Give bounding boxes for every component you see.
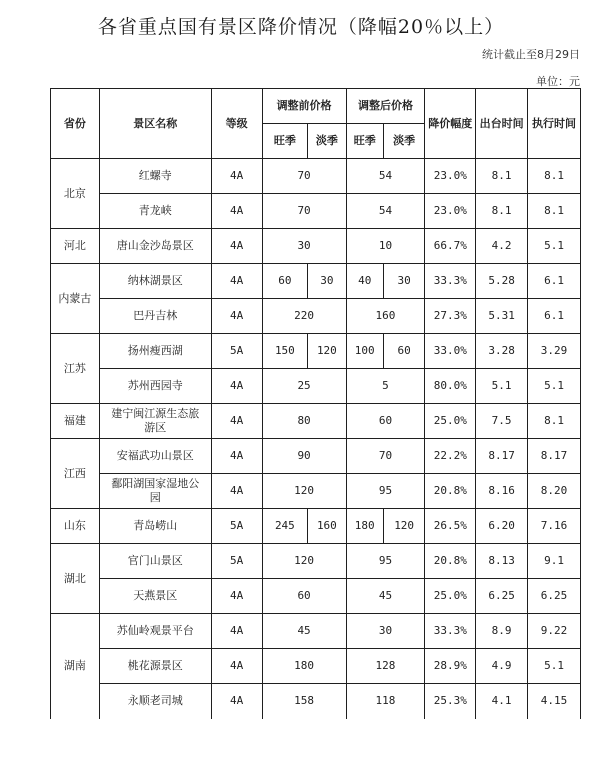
before-price-cell: 220 [262,299,346,334]
drop-cell: 25.0% [425,579,476,614]
grade-cell: 4A [211,369,262,404]
before-price-cell: 70 [262,194,346,229]
table-row [51,159,581,194]
header-province: 省份 [51,89,100,159]
grade-cell: 4A [211,684,262,719]
grade-cell: 4A [211,404,262,439]
table-row [51,369,581,404]
drop-cell: 66.7% [425,229,476,264]
province-cell: 湖北 [51,544,100,614]
province-cell: 山东 [51,509,100,544]
province-cell: 福建 [51,404,100,439]
grade-cell: 5A [211,544,262,579]
effective-cell: 6.1 [528,264,581,299]
issued-cell: 6.25 [476,579,528,614]
issued-cell: 8.1 [476,194,528,229]
before-off-cell: 160 [308,509,346,544]
table-row [51,299,581,334]
drop-cell: 23.0% [425,194,476,229]
grade-cell: 4A [211,299,262,334]
effective-cell: 5.1 [528,369,581,404]
spot-cell [99,404,211,439]
grade-cell: 4A [211,159,262,194]
table-row [51,579,581,614]
effective-cell: 3.29 [528,334,581,369]
unit-label: 单位：元 [536,75,580,88]
spot-cell: 青岛崂山 [99,509,211,544]
before-price-cell: 70 [262,159,346,194]
after-off-cell: 30 [383,264,424,299]
spot-line-2: 园 [149,491,161,504]
effective-cell: 8.1 [528,404,581,439]
issued-cell: 8.13 [476,544,528,579]
after-price-cell: 95 [346,474,425,509]
drop-cell: 20.8% [425,474,476,509]
issued-cell: 5.1 [476,369,528,404]
table-row [51,229,581,264]
drop-cell: 22.2% [425,439,476,474]
before-price-cell: 60 [262,579,346,614]
before-off-cell: 120 [308,334,346,369]
drop-cell: 20.8% [425,544,476,579]
province-cell: 江西 [51,439,100,509]
drop-cell: 27.3% [425,299,476,334]
effective-cell: 9.22 [528,614,581,649]
effective-cell: 6.1 [528,299,581,334]
effective-cell: 9.1 [528,544,581,579]
table-row [51,684,581,719]
price-table [50,88,581,719]
table-row [51,544,581,579]
after-peak-cell: 180 [346,509,383,544]
after-price-cell: 118 [346,684,425,719]
after-off-cell: 120 [383,509,424,544]
after-price-cell: 60 [346,404,425,439]
table-row [51,334,581,369]
page-title: 各省重点国有景区降价情况（降幅20％以上） [97,16,505,38]
province-cell: 江苏 [51,334,100,404]
drop-cell: 80.0% [425,369,476,404]
province-cell: 北京 [51,159,100,229]
before-peak-cell: 150 [262,334,308,369]
effective-cell: 5.1 [528,649,581,684]
spot-cell: 纳林湖景区 [99,264,211,299]
header-after-peak: 旺季 [346,124,383,159]
grade-cell: 5A [211,509,262,544]
header-spot: 景区名称 [99,89,211,159]
grade-cell: 4A [211,474,262,509]
before-price-cell: 180 [262,649,346,684]
after-price-cell: 5 [346,369,425,404]
header-grade: 等级 [211,89,262,159]
spot-line-1: 鄱阳湖国家湿地公 [111,477,200,490]
effective-cell: 6.25 [528,579,581,614]
header-after-off: 淡季 [383,124,424,159]
header-after-price: 调整后价格 [346,89,425,124]
before-price-cell: 30 [262,229,346,264]
after-price-cell: 70 [346,439,425,474]
effective-cell: 4.15 [528,684,581,719]
effective-cell: 7.16 [528,509,581,544]
issued-cell: 7.5 [476,404,528,439]
table-row [51,194,581,229]
effective-cell: 5.1 [528,229,581,264]
after-price-cell: 160 [346,299,425,334]
spot-cell: 唐山金沙岛景区 [99,229,211,264]
spot-cell: 永顺老司城 [99,684,211,719]
before-price-cell: 120 [262,474,346,509]
issued-cell: 4.9 [476,649,528,684]
effective-cell: 8.1 [528,159,581,194]
after-peak-cell: 100 [346,334,383,369]
header-before-price: 调整前价格 [262,89,346,124]
spot-cell: 安福武功山景区 [99,439,211,474]
effective-cell: 8.20 [528,474,581,509]
grade-cell: 4A [211,264,262,299]
drop-cell: 25.0% [425,404,476,439]
before-price-cell: 25 [262,369,346,404]
spot-cell: 官门山景区 [99,544,211,579]
grade-cell: 4A [211,614,262,649]
issued-cell: 6.20 [476,509,528,544]
issued-cell: 5.28 [476,264,528,299]
spot-cell: 红螺寺 [99,159,211,194]
issued-cell: 8.16 [476,474,528,509]
spot-line-1: 建宁闽江源生态旅 [111,407,200,420]
grade-cell: 5A [211,334,262,369]
grade-cell: 4A [211,579,262,614]
after-price-cell: 54 [346,194,425,229]
issued-cell: 8.17 [476,439,528,474]
before-price-cell: 120 [262,544,346,579]
issued-cell: 4.1 [476,684,528,719]
issued-cell: 8.9 [476,614,528,649]
spot-line-2: 游区 [144,421,167,434]
spot-cell [99,474,211,509]
drop-cell: 33.3% [425,264,476,299]
after-price-cell: 10 [346,229,425,264]
spot-cell: 天燕景区 [99,579,211,614]
before-off-cell: 30 [308,264,346,299]
before-peak-cell: 60 [262,264,308,299]
drop-cell: 33.3% [425,614,476,649]
issued-cell: 4.2 [476,229,528,264]
drop-cell: 33.0% [425,334,476,369]
before-price-cell: 45 [262,614,346,649]
province-cell: 内蒙古 [51,264,100,334]
after-price-cell: 45 [346,579,425,614]
before-peak-cell: 245 [262,509,308,544]
after-price-cell: 128 [346,649,425,684]
header-issued: 出台时间 [476,89,528,159]
before-price-cell: 158 [262,684,346,719]
grade-cell: 4A [211,439,262,474]
after-price-cell: 95 [346,544,425,579]
header-row [51,89,581,124]
header-effective: 执行时间 [528,89,581,159]
after-peak-cell: 40 [346,264,383,299]
header-drop: 降价幅度 [425,89,476,159]
effective-cell: 8.17 [528,439,581,474]
grade-cell: 4A [211,194,262,229]
before-price-cell: 80 [262,404,346,439]
header-before-off: 淡季 [308,124,346,159]
effective-cell: 8.1 [528,194,581,229]
province-cell: 湖南 [51,614,100,719]
table-row [51,264,581,299]
grade-cell: 4A [211,649,262,684]
table-row [51,439,581,474]
as-of-date: 统计截止至8月29日 [482,48,580,61]
spot-cell: 青龙峡 [99,194,211,229]
table-row [51,649,581,684]
spot-cell: 苏州西园寺 [99,369,211,404]
table-row [51,404,581,439]
table-row [51,474,581,509]
issued-cell: 5.31 [476,299,528,334]
drop-cell: 25.3% [425,684,476,719]
after-off-cell: 60 [383,334,424,369]
drop-cell: 23.0% [425,159,476,194]
issued-cell: 3.28 [476,334,528,369]
before-price-cell: 90 [262,439,346,474]
after-price-cell: 54 [346,159,425,194]
grade-cell: 4A [211,229,262,264]
spot-cell: 巴丹吉林 [99,299,211,334]
after-price-cell: 30 [346,614,425,649]
spot-cell: 桃花源景区 [99,649,211,684]
drop-cell: 26.5% [425,509,476,544]
table-row [51,614,581,649]
header-before-peak: 旺季 [262,124,308,159]
drop-cell: 28.9% [425,649,476,684]
province-cell: 河北 [51,229,100,264]
issued-cell: 8.1 [476,159,528,194]
table-row [51,509,581,544]
spot-cell: 苏仙岭观景平台 [99,614,211,649]
spot-cell: 扬州瘦西湖 [99,334,211,369]
